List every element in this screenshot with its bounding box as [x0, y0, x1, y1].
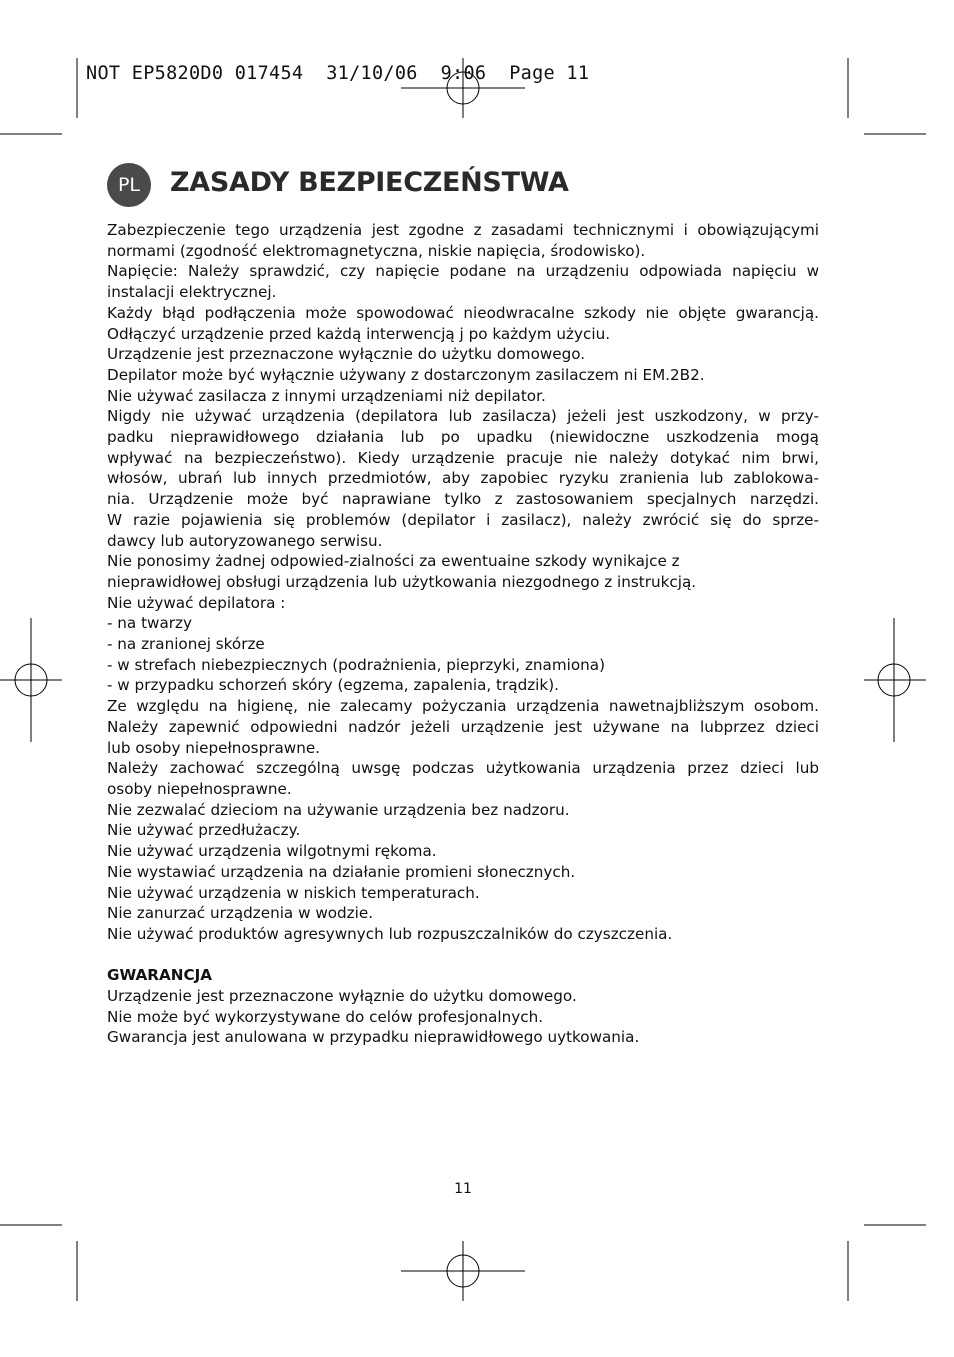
text-line: Nie wystawiać urządzenia na działanie promieni słonecznych.	[107, 862, 576, 881]
list-item: - na zranionej skórze	[107, 635, 265, 654]
text-line: osoby niepełnosprawne.	[107, 779, 292, 798]
text-line: Nie zanurzać urządzenia w wodzie.	[107, 904, 374, 923]
text-line: Urządzenie jest przeznaczone wyłącznie do użytku domowego.	[107, 345, 586, 364]
text-line: Nie może być wykorzystywane do celów profesjonalnych.	[107, 1007, 544, 1026]
text-line: normami (zgodność elektromagnetyczna, niskie napięcia, środowisko).	[107, 241, 646, 260]
text-line: Nie używać depilatora :	[107, 593, 286, 612]
safety-text	[107, 220, 819, 1048]
text-line: włosów, ubrań lub innych przedmiotów, aby zapobiec ryzyku zranienia lub zablokowa-	[107, 469, 819, 488]
text-line: Urządzenie jest przeznaczone wyłąznie do użytku domowego.	[107, 987, 577, 1005]
text-line: Każdy błąd podłączenia może spowodować nieodwracalne szkody nie objęte gwarancją.	[107, 303, 819, 322]
text-line: Nie używać urządzenia w niskich temperaturach.	[107, 883, 480, 902]
registration-target-right	[864, 618, 926, 742]
text-line: padku nieprawidłowego działania lub po upadku (niewidoczne uszkodzenia mogą	[107, 428, 819, 447]
page-title: ZASADY BEZPIECZEŃSTWA	[170, 167, 569, 198]
registration-target-bottom	[401, 1241, 525, 1301]
language-badge: PL	[107, 163, 151, 207]
text-line: nieprawidłowej obsługi urządzenia lub użytkowania niezgodnego z instrukcją.	[107, 572, 697, 591]
page-number: 11	[454, 1181, 472, 1197]
text-line: instalacji elektrycznej.	[107, 283, 277, 302]
text-line: Napięcie: Należy sprawdzić, czy napięcie podane na urządzeniu odpowiada napięciu w	[107, 262, 819, 281]
text-line: lub osoby niepełnosprawne.	[107, 738, 320, 757]
text-line: Nie używać zasilacza z innymi urządzeniami niż depilator.	[107, 386, 546, 405]
text-line: Należy zachować szczególną uwsgę podczas użytkowania urządzenia przez dzieci lub	[107, 759, 819, 778]
spacer	[107, 945, 819, 966]
list-item: - w strefach niebezpiecznych (podrażnienia, pieprzyki, znamiona)	[107, 655, 606, 674]
text-line: Nigdy nie używać urządzenia (depilatora lub zasilacza) jeżeli jest uszkodzony, w przy-	[107, 407, 819, 426]
text-line: Zabezpieczenie tego urządzenia jest zgodne z zasadami technicznymi i obowiązującymi	[107, 221, 819, 239]
text-line: Gwarancja jest anulowana w przypadku nieprawidłowego uytkowania.	[107, 1028, 640, 1047]
text-line: Nie używać przedłużaczy.	[107, 821, 301, 840]
registration-target-left	[0, 618, 62, 742]
text-line: Nie używać produktów agresywnych lub rozpuszczalników do czyszczenia.	[107, 924, 673, 943]
text-line: nia. Urządzenie może być naprawiane tylko z zastosowaniem specjalnych narzędzi.	[107, 490, 819, 509]
text-line: Nie ponosimy żadnej odpowied-zialności za ewentuaine szkody wynikajce z	[107, 552, 680, 571]
text-line: Ze względu na higienę, nie zalecamy pożyczania urządzenia nawetnajbliższym osobom.	[107, 697, 819, 716]
text-line: Depilator może być wyłącznie używany z dostarczonym zasilaczem ni EM.2B2.	[107, 365, 705, 384]
print-slug-line: NOT EP5820D0 017454 31/10/06 9:06 Page 11	[86, 63, 590, 84]
list-item: - w przypadku schorzeń skóry (egzema, zapalenia, trądzik).	[107, 676, 559, 695]
text-line: W razie pojawienia się problemów (depilator i zasilacz), należy zwrócić się do sprze-	[107, 510, 819, 529]
text-line: Nie zezwalać dzieciom na używanie urządzenia bez nadzoru.	[107, 800, 570, 819]
warranty-heading: GWARANCJA	[107, 966, 212, 985]
text-line: Odłączyć urządzenie przed każdą interwencją j po każdym użyciu.	[107, 324, 611, 343]
list-item: - na twarzy	[107, 614, 192, 633]
text-line: wpływać na bezpieczeństwo). Kiedy urządzenie pracuje nie należy dotykać nim brwi,	[107, 448, 819, 467]
text-line: Nie używać urządzenia wilgotnymi rękoma.	[107, 842, 437, 861]
text-line: dawcy lub autoryzowanego serwisu.	[107, 531, 383, 550]
text-line: Należy zapewnić odpowiedni nadzór jeżeli urządzenie jest używane na lubprzez dzieci	[107, 717, 819, 736]
